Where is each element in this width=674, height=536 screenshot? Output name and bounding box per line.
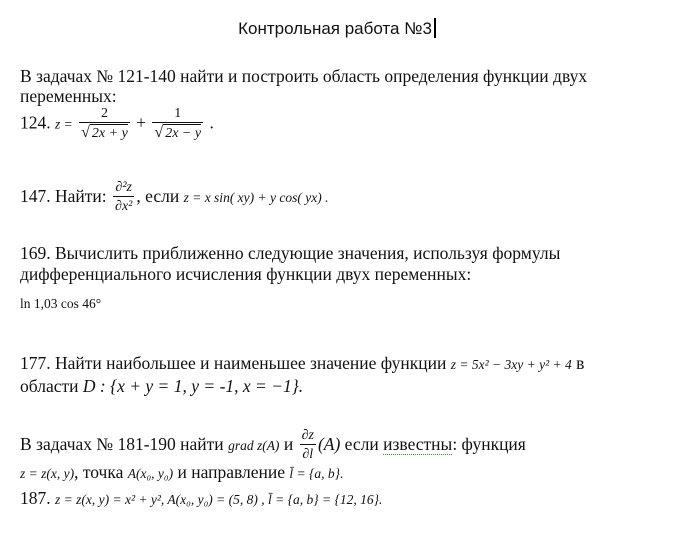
direction-expression: l̄ = {a, b}. [289, 466, 344, 481]
sqrt-icon: √ [154, 124, 164, 141]
partial-denominator: ∂l [300, 444, 316, 464]
if-word-2: если [344, 434, 379, 455]
task-169-values [20, 292, 101, 313]
page-title [0, 18, 674, 39]
intro-text-1: В задачах № 121-140 найти и построить область определения функции двух [20, 66, 588, 86]
if-word: , если [136, 186, 180, 207]
sqrt-icon: √ [81, 124, 90, 141]
plus-sign: + [136, 112, 147, 133]
task-181-text: В задачах № 181-190 найти [20, 434, 224, 455]
fraction-1-denominator: 2x + y [91, 126, 128, 141]
point-word: , точка [74, 462, 124, 482]
second-derivative-fraction [113, 180, 134, 216]
task-187 [20, 488, 382, 509]
fraction-1 [79, 106, 130, 143]
partial-numerator: ∂z [301, 428, 314, 443]
region-formula: D : {x + y = 1, y = -1, x = −1}. [82, 376, 304, 396]
task-177-line-1 [20, 353, 584, 374]
fraction-1-numerator: 2 [100, 106, 108, 121]
task-187-label: 187. [20, 488, 51, 508]
period: . [209, 112, 214, 133]
derivative-denominator: ∂x² [113, 196, 134, 216]
task-121-intro-line-2 [20, 86, 117, 107]
task-121-intro-line-1 [20, 66, 587, 87]
task-187-formula: z = z(x, y) = x² + y², A(x₀, y₀) = (5, 8) , l̄ = {a, b} = {12, 16}. [55, 492, 383, 507]
formula-lhs: z = [55, 116, 73, 132]
task-177-line-2 [20, 376, 303, 397]
known-word-spellcheck: известны [383, 434, 453, 455]
task-number: 124. [20, 112, 51, 133]
task-124-formula [20, 106, 214, 143]
task-177-formula: z = 5x² − 3xy + y² + 4 [450, 357, 572, 372]
task-169-line-2 [20, 264, 471, 285]
intro-text-2: переменных: [20, 86, 117, 106]
fraction-2-numerator: 1 [174, 106, 182, 121]
task-177-end: в [576, 353, 585, 373]
task-147 [20, 180, 329, 216]
derivative-numerator: ∂²z [115, 180, 132, 195]
task-181-line-1 [20, 428, 526, 464]
partial-argument: (A) [317, 434, 341, 455]
fraction-2-denominator: 2x − y [165, 126, 202, 141]
function-expression: z = z(x, y) [20, 466, 75, 481]
direction-word: и направление [177, 462, 286, 482]
approx-values: ln 1,03 cos 46° [20, 296, 102, 311]
task-169-text-1: 169. Вычислить приближенно следующие значения, используя формулы [20, 243, 561, 263]
and-word: и [283, 434, 294, 455]
function-word: : функция [452, 434, 526, 455]
gradient-expression: grad z(A) [228, 438, 280, 454]
task-169-text-2: дифференциального исчисления функции двух переменных: [20, 264, 472, 284]
task-147-label: 147. Найти: [20, 186, 107, 207]
region-word: области [20, 376, 79, 396]
fraction-2 [152, 106, 203, 143]
directional-derivative-fraction [300, 428, 316, 464]
task-181-line-2 [20, 462, 343, 483]
title-text: Контрольная работа №3 [238, 19, 432, 38]
point-expression: A(x₀, y₀) [127, 466, 174, 481]
task-169-line-1 [20, 243, 560, 264]
task-147-formula: z = x sin( xy) + y cos( yx) . [183, 190, 329, 206]
task-177-text: 177. Найти наибольшее и наименьшее значение функции [20, 353, 447, 373]
text-cursor [434, 18, 436, 38]
